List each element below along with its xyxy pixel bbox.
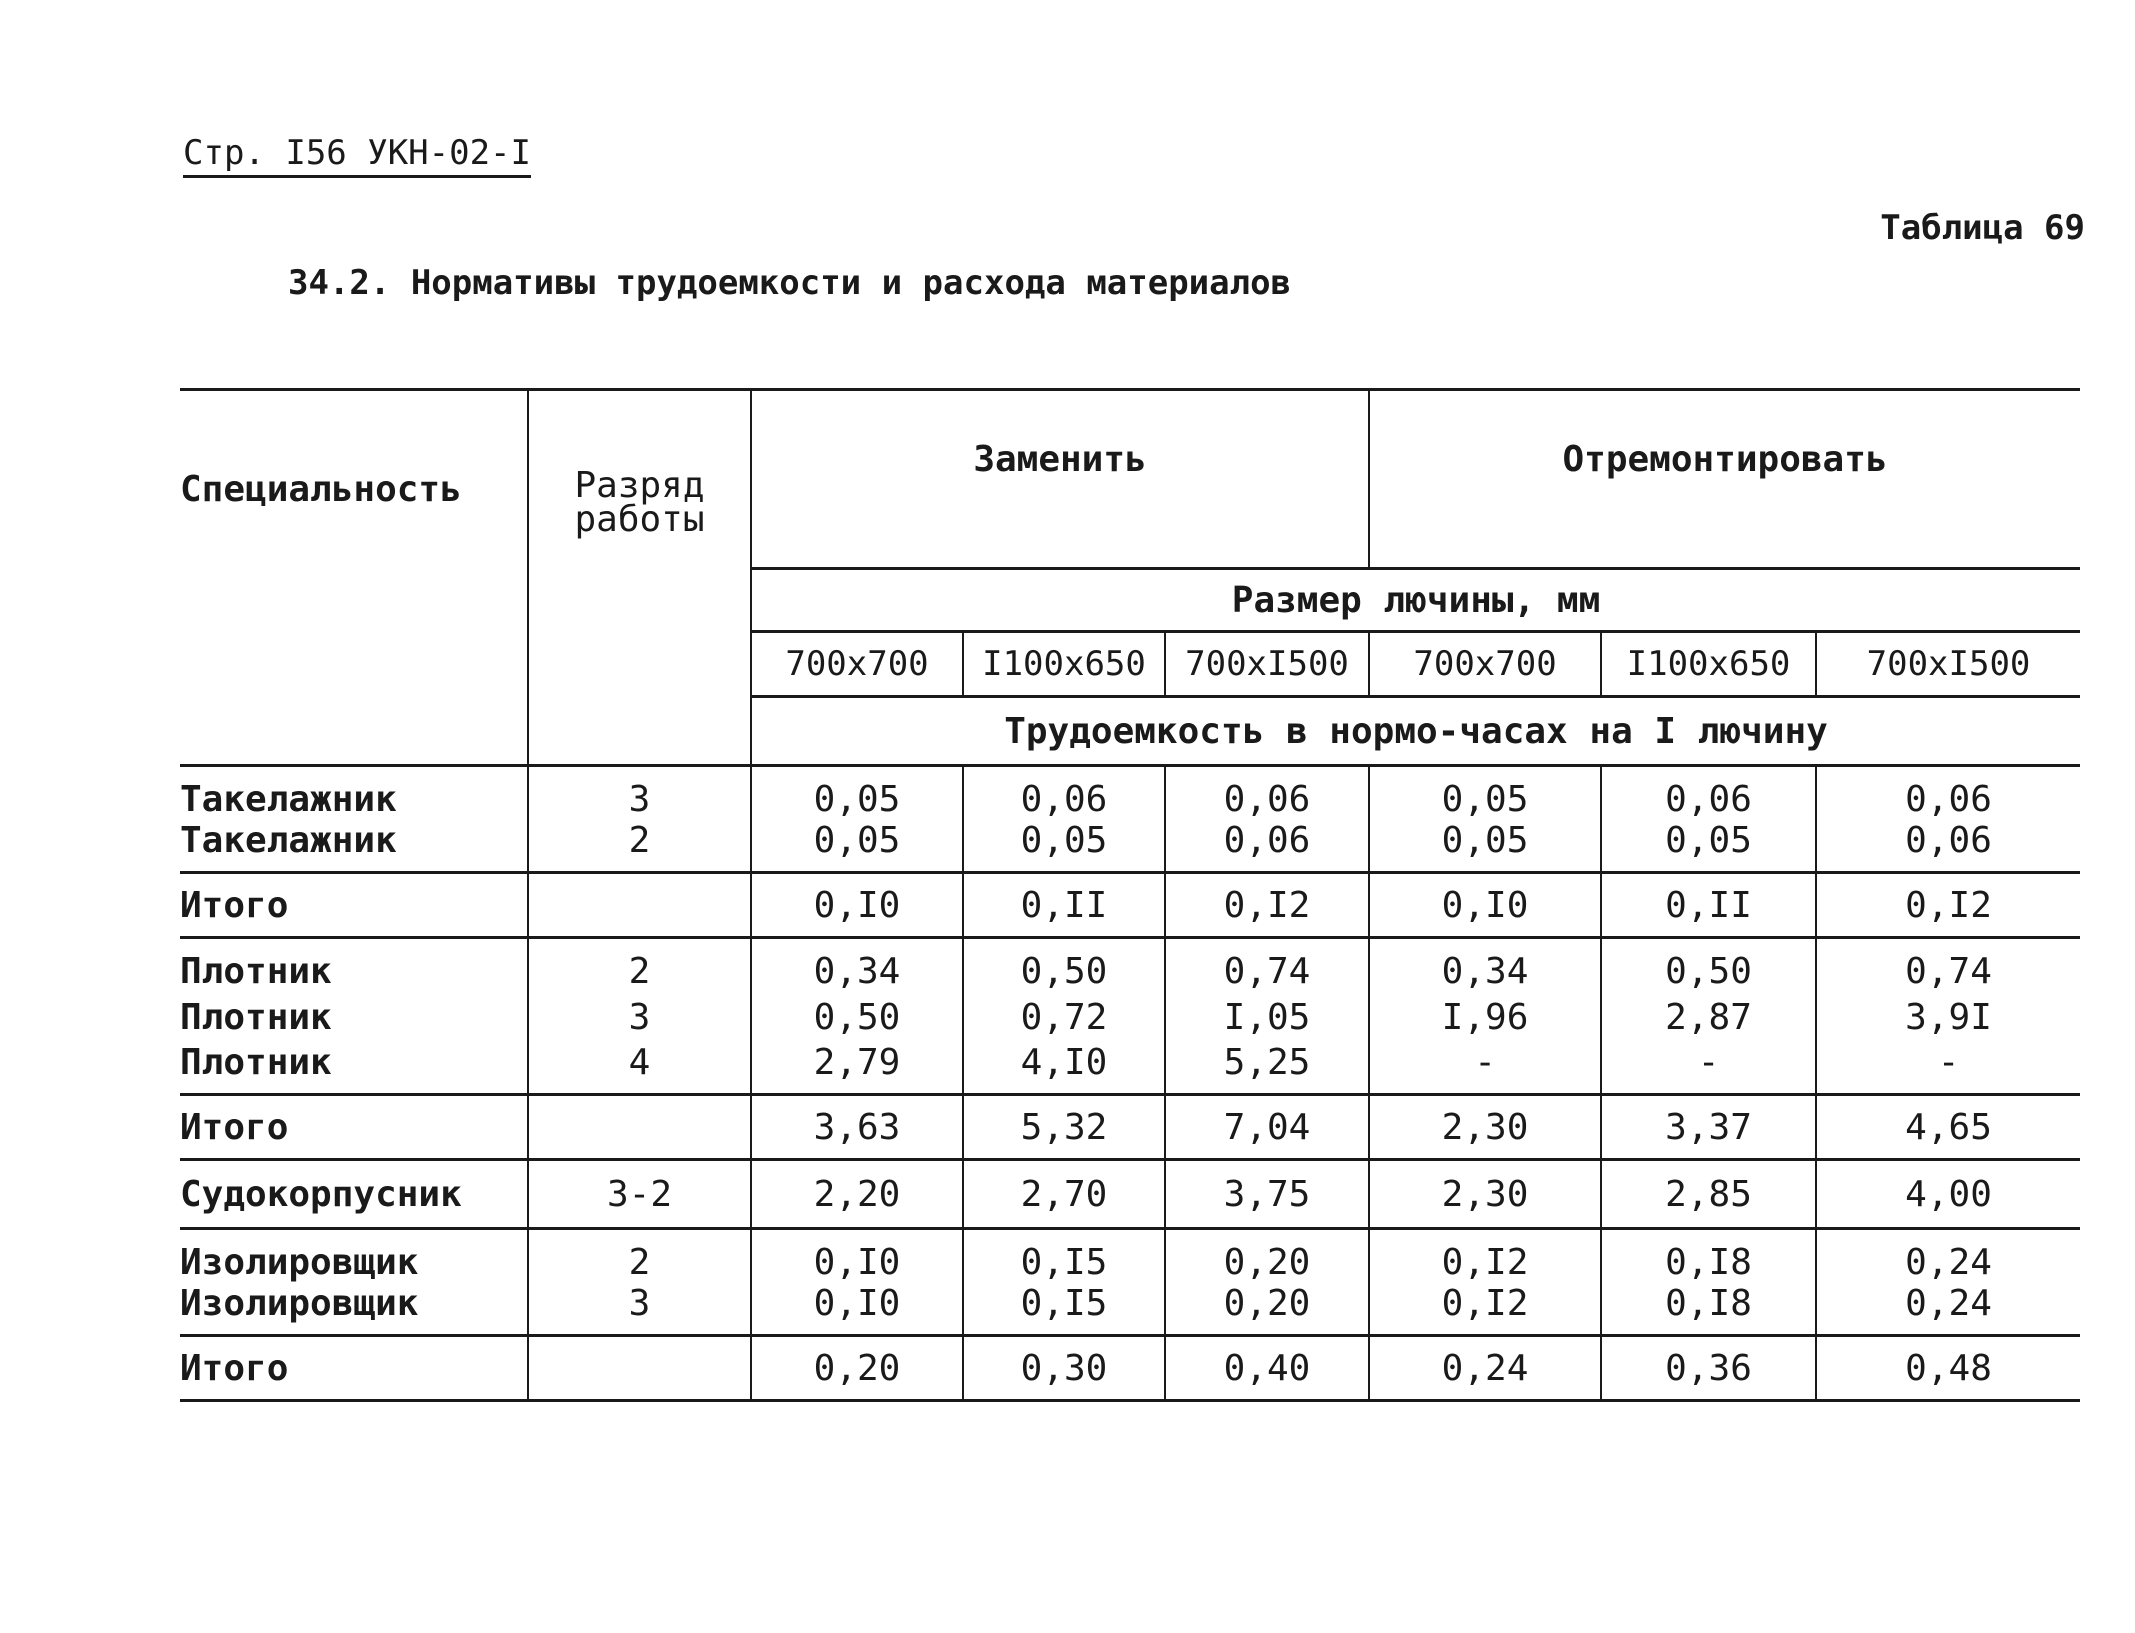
unit-header: Трудоемкость в нормо-часах на I лючину <box>751 697 2080 766</box>
value-cell: - <box>1601 1042 1816 1095</box>
size-col-3: 700xI500 <box>1165 632 1369 697</box>
value-cell: 0,II <box>1601 873 1816 938</box>
total-row <box>180 1336 2080 1401</box>
table-row <box>180 1042 2080 1095</box>
value-cell: 0,40 <box>1165 1336 1369 1401</box>
value-cell: 2,30 <box>1369 1095 1601 1160</box>
total-row <box>180 873 2080 938</box>
grade-cell: 2 <box>528 1229 751 1284</box>
table-row <box>180 992 2080 1042</box>
specialty-cell: Итого <box>180 1095 528 1160</box>
value-cell: 0,I8 <box>1601 1283 1816 1336</box>
value-cell: 0,20 <box>1165 1229 1369 1284</box>
repair-group-header: Отремонтировать <box>1369 390 2080 569</box>
value-cell: 0,I2 <box>1816 873 2080 938</box>
size-col-4: 700x700 <box>1369 632 1601 697</box>
value-cell: 0,I2 <box>1369 1283 1601 1336</box>
value-cell: 0,I0 <box>1369 873 1601 938</box>
grade-cell: 3-2 <box>528 1160 751 1229</box>
value-cell: 0,34 <box>751 938 963 993</box>
value-cell: 0,50 <box>1601 938 1816 993</box>
value-cell: 0,24 <box>1369 1336 1601 1401</box>
specialty-cell: Итого <box>180 1336 528 1401</box>
value-cell: 3,63 <box>751 1095 963 1160</box>
table-row <box>180 766 2080 821</box>
size-header: Размер лючины, мм <box>751 569 2080 632</box>
value-cell: 0,50 <box>751 992 963 1042</box>
value-cell: - <box>1816 1042 2080 1095</box>
table-number: Таблица 69 <box>1880 208 2085 248</box>
value-cell: I,05 <box>1165 992 1369 1042</box>
table-row <box>180 938 2080 993</box>
value-cell: 0,I2 <box>1165 873 1369 938</box>
value-cell: 0,II <box>963 873 1165 938</box>
value-cell: 0,20 <box>1165 1283 1369 1336</box>
grade-cell: 4 <box>528 1042 751 1095</box>
grade-cell: 2 <box>528 938 751 993</box>
value-cell: 4,00 <box>1816 1160 2080 1229</box>
specialty-cell: Плотник <box>180 996 332 1038</box>
specialty-cell: Изолировщик <box>180 1283 528 1336</box>
value-cell: 0,24 <box>1816 1283 2080 1336</box>
value-cell: 0,20 <box>751 1336 963 1401</box>
value-cell: 0,72 <box>963 992 1165 1042</box>
grade-cell: 3 <box>528 766 751 821</box>
value-cell: 0,06 <box>963 766 1165 821</box>
specialty-header: Специальность <box>180 390 528 766</box>
value-cell: 2,85 <box>1601 1160 1816 1229</box>
value-cell: 0,36 <box>1601 1336 1816 1401</box>
value-cell: 0,I5 <box>963 1229 1165 1284</box>
value-cell: 0,06 <box>1165 766 1369 821</box>
value-cell: 2,79 <box>751 1042 963 1095</box>
table-row <box>180 1229 2080 1284</box>
value-cell: 2,70 <box>963 1160 1165 1229</box>
value-cell: 4,I0 <box>963 1042 1165 1095</box>
document-title: 34.2. Нормативы трудоемкости и расхода материалов <box>288 263 1292 303</box>
table-row <box>180 1160 2080 1229</box>
value-cell: 3,37 <box>1601 1095 1816 1160</box>
value-cell: I,96 <box>1369 992 1601 1042</box>
size-col-6: 700xI500 <box>1816 632 2080 697</box>
specialty-cell: Изолировщик <box>180 1242 419 1283</box>
specialty-cell: Плотник <box>180 1042 528 1095</box>
value-cell: 0,05 <box>751 820 963 873</box>
value-cell: 2,20 <box>751 1160 963 1229</box>
value-cell: 0,34 <box>1369 938 1601 993</box>
specialty-cell: Плотник <box>180 951 332 992</box>
table-body <box>180 766 2080 1401</box>
value-cell: 0,06 <box>1601 766 1816 821</box>
value-cell: 5,32 <box>963 1095 1165 1160</box>
value-cell: 0,05 <box>751 766 963 821</box>
value-cell: 0,48 <box>1816 1336 2080 1401</box>
value-cell: 0,30 <box>963 1336 1165 1401</box>
value-cell: 0,05 <box>1601 820 1816 873</box>
value-cell: 0,50 <box>963 938 1165 993</box>
value-cell: 0,05 <box>1369 820 1601 873</box>
value-cell: - <box>1369 1042 1601 1095</box>
value-cell: 0,I0 <box>751 1283 963 1336</box>
grade-cell: 3 <box>528 992 751 1042</box>
value-cell: 0,74 <box>1816 938 2080 993</box>
value-cell: 4,65 <box>1816 1095 2080 1160</box>
table-row <box>180 820 2080 873</box>
value-cell: 3,9I <box>1816 992 2080 1042</box>
value-cell: 3,75 <box>1165 1160 1369 1229</box>
total-row <box>180 1095 2080 1160</box>
value-cell: 0,24 <box>1816 1229 2080 1284</box>
value-cell: 0,05 <box>1369 766 1601 821</box>
value-cell: 2,30 <box>1369 1160 1601 1229</box>
grade-cell <box>528 1336 751 1401</box>
value-cell: 0,05 <box>963 820 1165 873</box>
value-cell: 0,I0 <box>751 873 963 938</box>
value-cell: 5,25 <box>1165 1042 1369 1095</box>
specialty-cell: Судокорпусник <box>180 1160 528 1229</box>
value-cell: 0,I8 <box>1601 1229 1816 1284</box>
value-cell: 2,87 <box>1601 992 1816 1042</box>
value-cell: 0,06 <box>1816 820 2080 873</box>
replace-group-header: Заменить <box>751 390 1369 569</box>
page-reference: Стр. I56 УКН-02-I <box>183 133 531 178</box>
grade-header: Разряд работы <box>528 390 751 766</box>
table-row <box>180 1283 2080 1336</box>
size-col-5: I100x650 <box>1601 632 1816 697</box>
specialty-cell: Итого <box>180 873 528 938</box>
specialty-cell: Такелажник <box>180 779 397 820</box>
grade-cell: 3 <box>528 1283 751 1336</box>
grade-cell <box>528 1095 751 1160</box>
specialty-cell: Такелажник <box>180 820 528 873</box>
value-cell: 0,I2 <box>1369 1229 1601 1284</box>
labor-norms-table <box>180 388 2080 1402</box>
value-cell: 0,06 <box>1816 766 2080 821</box>
size-col-1: 700x700 <box>751 632 963 697</box>
value-cell: 0,I0 <box>751 1229 963 1284</box>
grade-cell: 2 <box>528 820 751 873</box>
value-cell: 0,74 <box>1165 938 1369 993</box>
size-col-2: I100x650 <box>963 632 1165 697</box>
grade-cell <box>528 873 751 938</box>
value-cell: 7,04 <box>1165 1095 1369 1160</box>
value-cell: 0,I5 <box>963 1283 1165 1336</box>
value-cell: 0,06 <box>1165 820 1369 873</box>
